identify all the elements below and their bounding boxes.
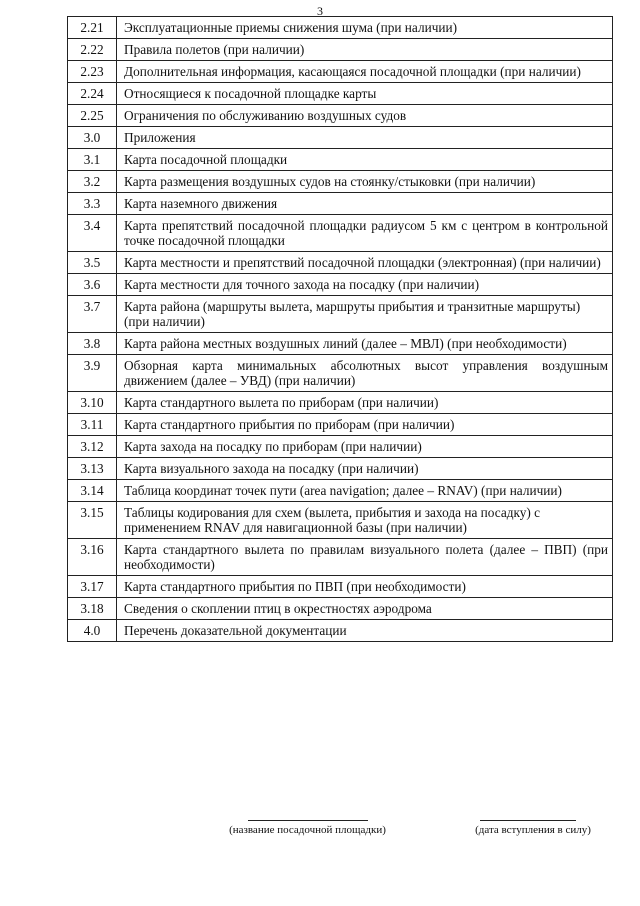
table-row [68, 149, 613, 171]
table-row [68, 620, 613, 642]
section-number: 4.0 [68, 620, 117, 642]
section-number: 3.18 [68, 598, 117, 620]
section-number: 3.5 [68, 252, 117, 274]
table-row [68, 274, 613, 296]
section-title: Относящиеся к посадочной площадке карты [117, 83, 613, 105]
section-title: Карта стандартного вылета по правилам визуального полета (далее – ПВП) (при необходимости) [117, 539, 613, 576]
section-number: 3.17 [68, 576, 117, 598]
section-title: Карта стандартного прибытия по ПВП (при необходимости) [117, 576, 613, 598]
section-title: Таблицы кодирования для схем (вылета, прибытия и захода на посадку) с применением RNAV для навигационной базы (при наличии) [117, 502, 613, 539]
section-title: Карта района (маршруты вылета, маршруты прибытия и транзитные маршруты) (при наличии) [117, 296, 613, 333]
airfield-name-caption: (название посадочной площадки) [229, 824, 386, 836]
section-number: 2.21 [68, 17, 117, 39]
table-row [68, 458, 613, 480]
section-title: Эксплуатационные приемы снижения шума (при наличии) [117, 17, 613, 39]
section-number: 3.0 [68, 127, 117, 149]
table-row [68, 480, 613, 502]
section-title: Обзорная карта минимальных абсолютных высот управления воздушным движением (далее – УВД) (при наличии) [117, 355, 613, 392]
section-number: 2.24 [68, 83, 117, 105]
section-title: Ограничения по обслуживанию воздушных судов [117, 105, 613, 127]
table-row [68, 392, 613, 414]
table-row [68, 39, 613, 61]
section-number: 3.6 [68, 274, 117, 296]
section-title: Карта визуального захода на посадку (при наличии) [117, 458, 613, 480]
table-row [68, 414, 613, 436]
section-title: Карта размещения воздушных судов на стоянку/стыковки (при наличии) [117, 171, 613, 193]
table-row [68, 296, 613, 333]
page-number: 3 [317, 4, 323, 18]
section-number: 3.13 [68, 458, 117, 480]
section-number: 3.3 [68, 193, 117, 215]
table-row [68, 61, 613, 83]
section-title: Карта местности и препятствий посадочной площадки (электронная) (при наличии) [117, 252, 613, 274]
table-row [68, 127, 613, 149]
table-row [68, 193, 613, 215]
table-row [68, 436, 613, 458]
table-row [68, 355, 613, 392]
table-row [68, 539, 613, 576]
table-row [68, 333, 613, 355]
section-number: 3.12 [68, 436, 117, 458]
section-number: 2.25 [68, 105, 117, 127]
section-number: 3.16 [68, 539, 117, 576]
section-title: Карта стандартного вылета по приборам (при наличии) [117, 392, 613, 414]
table-row [68, 105, 613, 127]
section-title: Правила полетов (при наличии) [117, 39, 613, 61]
section-number: 3.1 [68, 149, 117, 171]
section-title: Перечень доказательной документации [117, 620, 613, 642]
section-title: Карта препятствий посадочной площадки радиусом 5 км с центром в контрольной точке посадочной площадки [117, 215, 613, 252]
section-title: Карта местности для точного захода на посадку (при наличии) [117, 274, 613, 296]
effective-date-signature [468, 820, 598, 836]
section-number: 2.22 [68, 39, 117, 61]
section-number: 3.15 [68, 502, 117, 539]
table-row [68, 598, 613, 620]
contents-table [67, 16, 613, 642]
airfield-name-signature [220, 820, 395, 836]
table-row [68, 252, 613, 274]
table-row [68, 171, 613, 193]
section-title: Карта наземного движения [117, 193, 613, 215]
effective-date-caption: (дата вступления в силу) [475, 824, 591, 836]
table-row [68, 502, 613, 539]
section-title: Дополнительная информация, касающаяся посадочной площадки (при наличии) [117, 61, 613, 83]
section-number: 3.10 [68, 392, 117, 414]
section-title: Карта стандартного прибытия по приборам (при наличии) [117, 414, 613, 436]
section-number: 3.8 [68, 333, 117, 355]
table-row [68, 215, 613, 252]
section-number: 3.2 [68, 171, 117, 193]
section-title: Карта посадочной площадки [117, 149, 613, 171]
section-title: Таблица координат точек пути (area navigation; далее – RNAV) (при наличии) [117, 480, 613, 502]
table-row [68, 17, 613, 39]
section-number: 3.14 [68, 480, 117, 502]
section-number: 3.7 [68, 296, 117, 333]
signature-line [480, 820, 576, 821]
signature-line [248, 820, 368, 821]
section-title: Сведения о скоплении птиц в окрестностях аэродрома [117, 598, 613, 620]
section-number: 3.4 [68, 215, 117, 252]
section-title: Карта района местных воздушных линий (далее – МВЛ) (при необходимости) [117, 333, 613, 355]
section-title: Приложения [117, 127, 613, 149]
section-number: 2.23 [68, 61, 117, 83]
section-title: Карта захода на посадку по приборам (при наличии) [117, 436, 613, 458]
section-number: 3.11 [68, 414, 117, 436]
table-row [68, 83, 613, 105]
table-row [68, 576, 613, 598]
section-number: 3.9 [68, 355, 117, 392]
